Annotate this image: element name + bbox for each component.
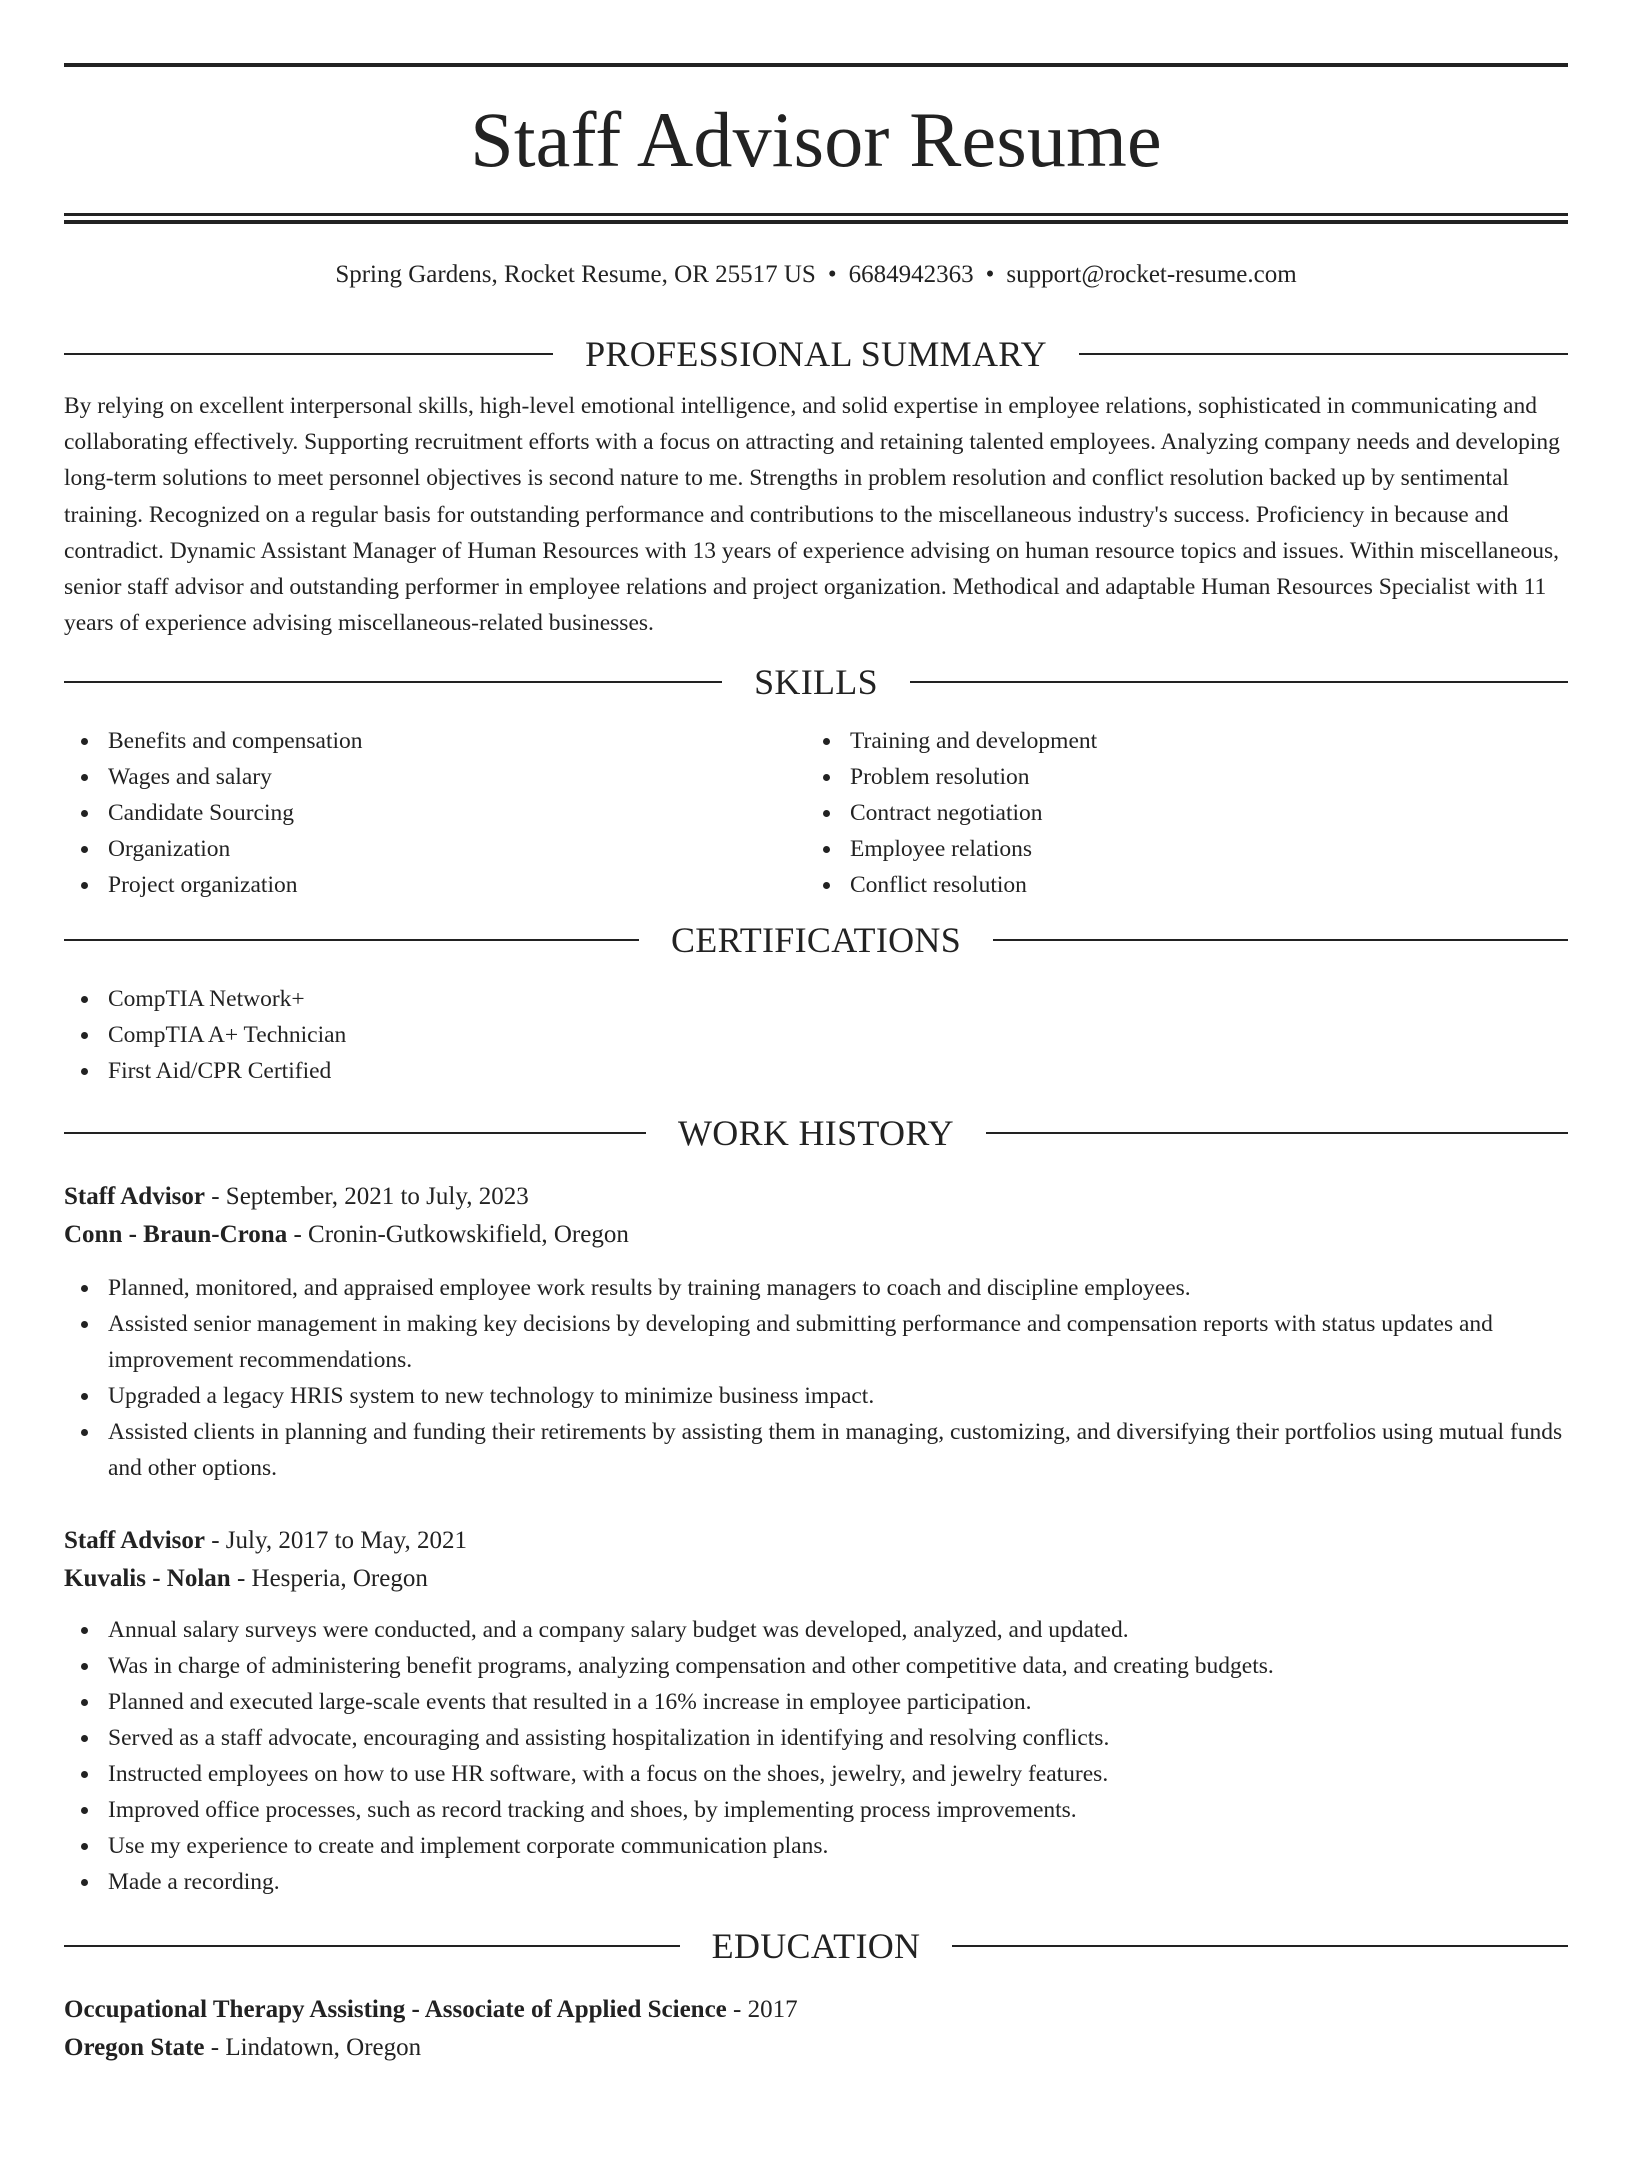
education-heading [64,1926,1568,1966]
education-school-line [64,2029,1568,2067]
job-bullet: Assisted clients in planning and funding their retirements by assisting them in managing, customizing, and diversifying their portfolios using mutual funds and other options. [64,1414,1568,1486]
education-school: Oregon State [64,2034,205,2062]
certification-item: CompTIA A+ Technician [64,1017,1568,1053]
certification-item: First Aid/CPR Certified [64,1053,1568,1089]
job-bullet: Improved office processes, such as record tracking and shoes, by implementing process improvements. [64,1792,1568,1828]
heading-rule-left [64,939,639,941]
job-title: Staff Advisor [64,1527,205,1555]
contact-separator: • [827,261,837,288]
job-bullets [64,1612,1568,1900]
job-company: Kuvalis - Nolan [64,1565,231,1593]
job-company-line [64,1560,1568,1598]
top-rule [64,63,1568,67]
skills-list-left [64,723,806,903]
skill-item: Benefits and compensation [64,723,806,759]
skill-item: Problem resolution [806,759,1548,795]
job-bullet: Served as a staff advocate, encouraging and assisting hospitalization in identifying and resolving conflicts. [64,1720,1568,1756]
heading-rule-left [64,1945,680,1947]
heading-rule-right [993,939,1568,941]
skill-item: Candidate Sourcing [64,795,806,831]
title-double-rule [64,213,1568,224]
contact-phone: 6684942363 [848,261,974,288]
job-bullet: Assisted senior management in making key decisions by developing and submitting performance and compensation reports with status updates and improvement recommendations. [64,1306,1568,1378]
certifications-heading [64,920,1568,960]
job-company: Conn - Braun-Crona [64,1221,288,1249]
job-bullet: Planned and executed large-scale events that resulted in a 16% increase in employee participation. [64,1684,1568,1720]
job-bullet: Annual salary surveys were conducted, and a company salary budget was developed, analyzed, and updated. [64,1612,1568,1648]
education-year: - 2017 [726,1996,798,2024]
summary-heading-label: PROFESSIONAL SUMMARY [585,334,1047,374]
education-degree-line [64,1991,1568,2029]
summary-text: By relying on excellent interpersonal skills, high-level emotional intelligence, and solid expertise in employee relations, sophisticated in communicating and collaborating effectively. Supporting recruitment efforts with a focus on attracting and retaining talented employees. Analyzing company needs and developing long-term solutions to meet personnel objectives is second nature to me. Strengths in problem resolution and conflict resolution backed up by sentimental training. Recognized on a regular basis for outstanding performance and contributions to the miscellaneous industry's success. Proficiency in because and contradict. Dynamic Assistant Manager of Human Resources with 13 years of experience advising on human resource topics and issues. Within miscellaneous, senior staff advisor and outstanding performer in employee relations and project organization. Methodical and adaptable Human Resources Specialist with 11 years of experience advising miscellaneous-related businesses. [64,393,1560,637]
resume-title: Staff Advisor Resume [470,96,1162,183]
skill-item: Contract negotiation [806,795,1548,831]
skill-item: Organization [64,831,806,867]
job-entry [64,1522,1568,1900]
work-history-heading-label: WORK HISTORY [678,1113,954,1154]
job-bullet: Upgraded a legacy HRIS system to new technology to minimize business impact. [64,1378,1568,1414]
job-dates: - July, 2017 to May, 2021 [204,1527,468,1555]
job-entry [64,1178,1568,1486]
skill-item: Employee relations [806,831,1548,867]
summary-heading [64,334,1568,374]
job-title-line [64,1178,1568,1216]
job-dates: - September, 2021 to July, 2023 [204,1183,529,1211]
work-history-heading [64,1113,1568,1153]
job-title-line [64,1522,1568,1560]
job-title: Staff Advisor [64,1183,205,1211]
certifications-heading-label: CERTIFICATIONS [670,920,962,961]
job-bullets [64,1270,1568,1486]
certifications-list [64,981,1568,1089]
heading-rule-right [1079,353,1568,355]
job-bullet: Planned, monitored, and appraised employee work results by training managers to coach and discipline employees. [64,1270,1568,1306]
heading-rule-left [64,681,722,683]
contact-line [64,260,1568,290]
heading-rule-right [986,1132,1568,1134]
job-location: - Hesperia, Oregon [230,1565,428,1593]
skills-grid [64,723,1568,903]
heading-rule-left [64,353,553,355]
heading-rule-right [952,1945,1568,1947]
skills-heading-label: SKILLS [754,662,878,703]
skills-heading [64,662,1568,702]
skill-item: Wages and salary [64,759,806,795]
education-heading-label: EDUCATION [711,1926,921,1967]
contact-address: Spring Gardens, Rocket Resume, OR 25517 US [335,261,816,288]
certification-item: CompTIA Network+ [64,981,1568,1017]
skill-item: Project organization [64,867,806,903]
education-entry [64,1991,1568,2067]
job-bullet: Was in charge of administering benefit programs, analyzing compensation and other competitive data, and creating budgets. [64,1648,1568,1684]
job-location: - Cronin-Gutkowskifield, Oregon [287,1221,629,1249]
job-bullet: Instructed employees on how to use HR software, with a focus on the shoes, jewelry, and jewelry features. [64,1756,1568,1792]
contact-separator: • [985,261,995,288]
job-company-line [64,1216,1568,1254]
job-bullet: Use my experience to create and implement corporate communication plans. [64,1828,1568,1864]
education-location: - Lindatown, Oregon [204,2034,422,2062]
skill-item: Conflict resolution [806,867,1548,903]
resume-page [0,63,1632,2175]
skills-list-right [806,723,1548,903]
contact-email: support@rocket-resume.com [1006,261,1297,288]
job-bullet: Made a recording. [64,1864,1568,1900]
heading-rule-right [910,681,1568,683]
heading-rule-left [64,1132,646,1134]
education-degree: Occupational Therapy Assisting - Associate of Applied Science [64,1996,727,2024]
skill-item: Training and development [806,723,1548,759]
